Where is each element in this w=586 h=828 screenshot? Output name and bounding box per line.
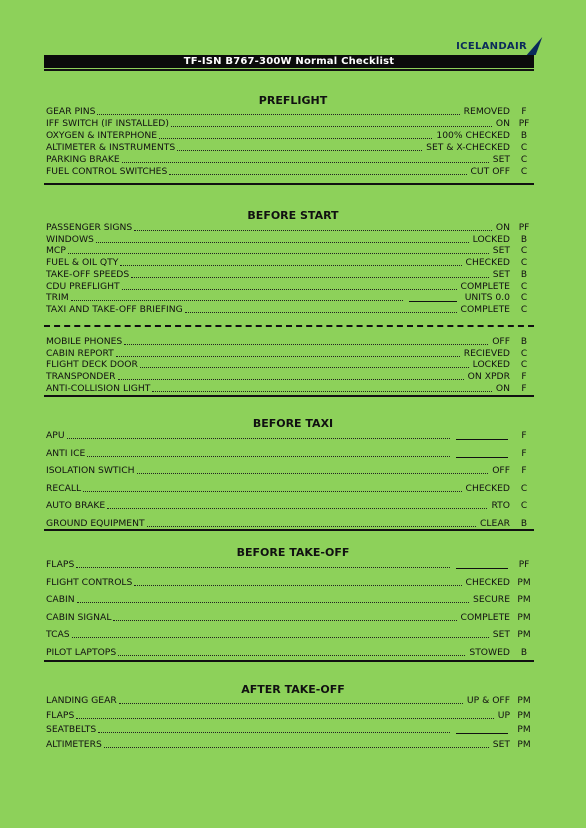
leader-dots <box>67 438 450 439</box>
responsible-pilot: C <box>520 360 528 371</box>
section-rule <box>44 183 534 185</box>
responsible-pilot: F <box>521 372 527 383</box>
checklist-value: CLEAR <box>479 518 510 529</box>
checklist-value: LOCKED <box>472 359 510 371</box>
checklist-row <box>46 500 534 511</box>
responsible-pilot: C <box>520 293 528 304</box>
leader-dots <box>118 379 464 380</box>
leader-dots <box>77 602 469 603</box>
checklist-value: SET & X-CHECKED <box>426 142 510 153</box>
leader-dots <box>131 277 489 278</box>
logo-text: ICELANDAIR <box>456 40 527 52</box>
checklist-row <box>46 166 534 177</box>
checklist-row <box>46 257 534 268</box>
value-blank-line <box>409 301 457 302</box>
checklist-item: ALTIMETERS <box>46 738 102 750</box>
value-blank-line <box>456 733 508 734</box>
leader-dots <box>113 620 456 621</box>
checklist-item: SEATBELTS <box>46 724 97 736</box>
icelandair-tail-icon <box>527 37 543 55</box>
checklist-row <box>46 106 534 117</box>
checklist-item: CABIN REPORT <box>46 347 114 359</box>
leader-dots <box>120 265 461 266</box>
checklist-value: CUT OFF <box>470 166 510 177</box>
leader-dots <box>76 718 493 719</box>
checklist-value: SET <box>492 154 510 165</box>
leader-dots <box>104 747 489 748</box>
leader-dots <box>122 162 489 163</box>
checklist-item: ANTI-COLLISION LIGHT <box>46 382 151 394</box>
leader-dots <box>185 312 457 313</box>
checklist-value: 100% CHECKED <box>436 130 510 141</box>
responsible-pilot: C <box>520 348 528 359</box>
responsible-pilot: PM <box>517 739 531 750</box>
checklist-value: SET <box>492 245 510 257</box>
checklist-item: TAKE-OFF SPEEDS <box>46 268 130 280</box>
leader-dots <box>171 126 492 127</box>
responsible-pilot: PM <box>517 577 531 588</box>
checklist-row <box>46 281 534 292</box>
section-rule <box>44 660 534 662</box>
checklist-value: OFF <box>492 336 510 347</box>
checklist-row <box>46 245 534 256</box>
checklist-item: TRANSPONDER <box>46 371 116 383</box>
responsible-pilot: C <box>520 281 528 292</box>
responsible-pilot: C <box>520 501 528 512</box>
checklist-item: RECALL <box>46 482 82 494</box>
checklist-row <box>46 234 534 245</box>
checklist-item: AUTO BRAKE <box>46 500 106 512</box>
checklist-value: COMPLETE <box>460 611 510 623</box>
responsible-pilot: PM <box>517 612 531 623</box>
responsible-pilot: B <box>520 269 528 280</box>
leader-dots <box>83 491 461 492</box>
title-rule <box>44 69 534 71</box>
icelandair-logo <box>456 37 539 55</box>
responsible-pilot: F <box>521 383 527 394</box>
leader-dots <box>159 138 432 139</box>
checklist-row <box>46 710 534 721</box>
checklist-value: STOWED <box>469 647 510 658</box>
responsible-pilot: F <box>521 466 527 477</box>
checklist-item: TCAS <box>46 629 70 641</box>
responsible-pilot: C <box>520 143 528 153</box>
checklist-item: TAXI AND TAKE-OFF BRIEFING <box>46 303 183 315</box>
checklist-row <box>46 629 534 640</box>
checklist-item: APU <box>46 430 65 441</box>
checklist-item: GROUND EQUIPMENT <box>46 518 145 529</box>
checklist-value: SET <box>492 268 510 280</box>
leader-dots <box>76 567 450 568</box>
checklist-row <box>46 483 534 494</box>
leader-dots <box>140 367 469 368</box>
checklist-item: TRIM <box>46 292 69 304</box>
checklist-value: UP <box>497 709 510 721</box>
leader-dots <box>96 242 469 243</box>
checklist-row <box>46 130 534 141</box>
checklist-row <box>46 118 534 129</box>
value-blank-line <box>456 568 508 569</box>
checklist-row <box>46 647 534 658</box>
checklist-row <box>46 465 534 476</box>
checklist-row <box>46 383 534 394</box>
responsible-pilot: C <box>520 246 528 257</box>
responsible-pilot: PM <box>517 696 531 706</box>
checklist-item: FLAPS <box>46 709 75 721</box>
checklist-row <box>46 348 534 359</box>
checklist-row <box>46 154 534 165</box>
checklist-row <box>46 142 534 153</box>
value-blank-line <box>456 439 508 440</box>
checklist-row <box>46 269 534 280</box>
checklist-value: LOCKED <box>472 233 510 245</box>
checklist-value: SECURE <box>473 594 510 606</box>
leader-dots <box>124 344 488 345</box>
checklist-item: FUEL & OIL QTY <box>46 257 119 269</box>
leader-dots <box>152 391 491 392</box>
leader-dots <box>177 150 422 151</box>
checklist-value: RECIEVED <box>463 347 510 359</box>
checklist-value: SET <box>492 738 510 750</box>
responsible-pilot: PF <box>518 223 530 233</box>
leader-dots <box>137 473 489 474</box>
checklist-item: MCP <box>46 245 66 257</box>
responsible-pilot: PM <box>517 595 531 606</box>
checklist-value: ON <box>495 382 510 394</box>
responsible-pilot: PM <box>517 725 531 736</box>
leader-dots <box>72 637 489 638</box>
leader-dots <box>134 230 492 231</box>
checklist-value: COMPLETE <box>460 280 510 292</box>
responsible-pilot: PF <box>518 119 530 129</box>
checklist-item: PILOT LAPTOPS <box>46 647 117 658</box>
section-rule <box>44 529 534 531</box>
checklist-row <box>46 577 534 588</box>
leader-dots <box>97 114 459 115</box>
checklist-row <box>46 448 534 459</box>
checklist-value: ON XPDR <box>467 371 510 383</box>
checklist-item: CDU PREFLIGHT <box>46 280 120 292</box>
checklist-item: CABIN <box>46 594 75 606</box>
responsible-pilot: C <box>520 258 528 269</box>
dashed-divider <box>44 325 534 327</box>
checklist-title: TF-ISN B767-300W Normal Checklist <box>44 55 534 68</box>
responsible-pilot: F <box>521 448 527 459</box>
checklist-row <box>46 336 534 347</box>
responsible-pilot: B <box>520 519 528 529</box>
checklist-item: FLAPS <box>46 559 75 570</box>
leader-dots <box>134 585 461 586</box>
responsible-pilot: F <box>521 107 527 117</box>
checklist-value: RTO <box>491 500 510 512</box>
checklist-row <box>46 594 534 605</box>
responsible-pilot: B <box>520 337 528 347</box>
checklist-item: PARKING BRAKE <box>46 154 120 165</box>
section-title-before-taxi: BEFORE TAXI <box>252 417 334 430</box>
checklist-row <box>46 559 534 570</box>
leader-dots <box>87 456 450 457</box>
checklist-value: CHECKED <box>465 576 510 588</box>
section-title-after-takeoff: AFTER TAKE-OFF <box>241 683 345 696</box>
section-title-before-start: BEFORE START <box>247 209 339 222</box>
checklist-item: ISOLATION SWTICH <box>46 465 135 477</box>
checklist-item: MOBILE PHONES <box>46 336 123 347</box>
checklist-value: REMOVED <box>463 106 510 117</box>
checklist-item: GEAR PINS <box>46 106 96 117</box>
responsible-pilot: PM <box>517 630 531 641</box>
value-blank-line <box>456 457 508 458</box>
section-title-before-takeoff: BEFORE TAKE-OFF <box>236 546 350 559</box>
responsible-pilot: C <box>520 155 528 165</box>
checklist-row <box>46 292 534 303</box>
checklist-row <box>46 739 534 750</box>
leader-dots <box>68 253 489 254</box>
checklist-value: SET <box>492 629 510 641</box>
checklist-row <box>46 518 534 529</box>
checklist-value: OFF <box>492 465 510 477</box>
checklist-value: ON <box>495 222 510 233</box>
checklist-item: LANDING GEAR <box>46 695 117 706</box>
responsible-pilot: B <box>520 648 528 658</box>
checklist-item: FLIGHT DECK DOOR <box>46 359 138 371</box>
checklist-row <box>46 724 534 735</box>
checklist-item: FUEL CONTROL SWITCHES <box>46 166 168 177</box>
checklist-item: CABIN SIGNAL <box>46 611 112 623</box>
checklist-row <box>46 371 534 382</box>
responsible-pilot: PM <box>517 710 531 721</box>
checklist-row <box>46 612 534 623</box>
leader-dots <box>118 655 465 656</box>
leader-dots <box>98 732 450 733</box>
section-title-preflight: PREFLIGHT <box>258 94 328 107</box>
responsible-pilot: C <box>520 483 528 494</box>
responsible-pilot: B <box>520 131 528 141</box>
checklist-value: UNITS 0.0 <box>464 292 510 304</box>
responsible-pilot: C <box>520 304 528 315</box>
responsible-pilot: C <box>520 167 528 177</box>
checklist-item: FLIGHT CONTROLS <box>46 576 133 588</box>
checklist-value: COMPLETE <box>460 303 510 315</box>
checklist-item: ANTI ICE <box>46 447 86 459</box>
leader-dots <box>122 289 457 290</box>
checklist-row <box>46 695 534 706</box>
checklist-row <box>46 222 534 233</box>
leader-dots <box>169 174 466 175</box>
checklist-item: IFF SWITCH (IF INSTALLED) <box>46 118 169 129</box>
leader-dots <box>119 703 463 704</box>
checklist-item: PASSENGER SIGNS <box>46 222 133 233</box>
checklist-item: WINDOWS <box>46 233 94 245</box>
checklist-value: UP & OFF <box>466 695 510 706</box>
leader-dots <box>71 300 403 301</box>
leader-dots <box>116 356 460 357</box>
checklist-item: ALTIMETER & INSTRUMENTS <box>46 142 176 153</box>
leader-dots <box>147 526 476 527</box>
checklist-row <box>46 359 534 370</box>
leader-dots <box>107 508 487 509</box>
responsible-pilot: F <box>521 431 527 441</box>
responsible-pilot: B <box>520 234 528 245</box>
checklist-value: ON <box>495 118 510 129</box>
checklist-value: CHECKED <box>465 482 510 494</box>
section-rule <box>44 395 534 397</box>
checklist-row <box>46 304 534 315</box>
responsible-pilot: PF <box>518 560 530 570</box>
checklist-value: CHECKED <box>465 257 510 269</box>
checklist-row <box>46 430 534 441</box>
checklist-item: OXYGEN & INTERPHONE <box>46 130 158 141</box>
